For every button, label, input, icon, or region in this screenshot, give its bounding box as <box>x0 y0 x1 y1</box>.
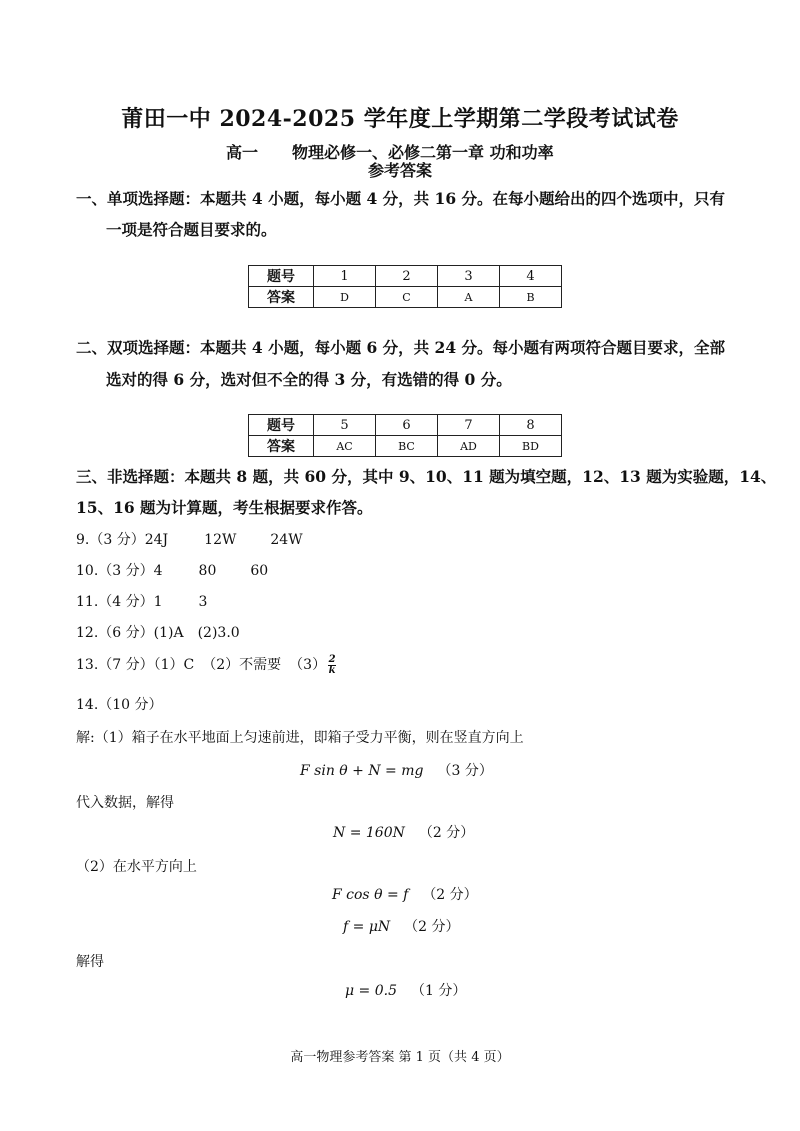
equation-4-formula: f = μN <box>343 919 391 935</box>
equation-2-formula: N = 160N <box>333 825 405 841</box>
q10-label: 10.（3 分） <box>76 563 154 579</box>
equation-2-score: （2 分） <box>418 825 475 841</box>
equation-3-formula: F cos θ = f <box>332 887 409 903</box>
reference-answer-heading: 参考答案 <box>367 161 432 180</box>
q9-answer-2: 12W <box>204 532 237 548</box>
table1-answer-label: 答案 <box>249 287 314 308</box>
q11-answer-2: 3 <box>198 594 208 610</box>
answer-q13 <box>76 654 336 676</box>
fraction-2-over-k <box>328 655 336 676</box>
q9-answer-1: 24J <box>144 532 169 548</box>
table2-answer: BD <box>500 436 562 457</box>
section1-line2: 一项是符合题目要求的。 <box>106 220 277 239</box>
answer-q12 <box>76 622 240 642</box>
q10-answer-3: 60 <box>250 563 269 579</box>
q12-answer-1: (1)A <box>153 625 184 641</box>
equation-3-score: （2 分） <box>422 887 478 903</box>
table1-number: 2 <box>376 266 438 287</box>
table1-number: 1 <box>314 266 376 287</box>
q12-answer-2: (2)3.0 <box>197 625 240 641</box>
table2-number: 8 <box>500 415 562 436</box>
equation-1 <box>300 760 493 780</box>
table2-answer: AC <box>314 436 376 457</box>
page-title: 莆田一中 2024-2025 学年度上学期第二学段考试试卷 <box>121 106 679 132</box>
grade-label: 高一 <box>226 143 259 162</box>
q11-answer-1: 1 <box>153 594 163 610</box>
equation-5 <box>345 980 466 1000</box>
answer-q14-label: 14.（10 分） <box>76 697 163 713</box>
q9-label: 9.（3 分） <box>76 532 145 548</box>
equation-3 <box>332 884 478 904</box>
answer-q11 <box>76 591 207 611</box>
q13-label: 13.（7 分） <box>76 657 154 673</box>
table1-number: 4 <box>500 266 562 287</box>
section3-line2: 15、16 题为计算题，考生根据要求作答。 <box>76 498 373 517</box>
q10-answer-2: 80 <box>198 563 217 579</box>
table1-answer: D <box>314 287 376 308</box>
table1-number: 3 <box>438 266 500 287</box>
equation-5-formula: μ = 0.5 <box>345 983 397 999</box>
answer-table-1 <box>248 265 562 308</box>
table2-number: 7 <box>438 415 500 436</box>
solution-part2: （2）在水平方向上 <box>76 859 197 875</box>
section1-line1: 一、单项选择题：本题共 4 小题，每小题 4 分，共 16 分。在每小题给出的四个选项中，只有 <box>76 189 726 208</box>
table2-number: 5 <box>314 415 376 436</box>
q13-answer-3: （3） <box>289 657 327 673</box>
substitute-text: 代入数据，解得 <box>76 795 174 811</box>
table1-number-label: 题号 <box>249 266 314 287</box>
q9-answer-3: 24W <box>270 532 303 548</box>
q13-answer-1: （1）C <box>153 657 195 673</box>
section2-line1: 二、双项选择题：本题共 4 小题，每小题 6 分，共 24 分。每小题有两项符合题目要求，全部 <box>76 338 726 357</box>
fraction-numerator: 2 <box>328 653 336 665</box>
table2-answer: AD <box>438 436 500 457</box>
table2-number-label: 题号 <box>249 415 314 436</box>
q12-label: 12.（6 分） <box>76 625 154 641</box>
q13-answer-2: （2）不需要 <box>202 657 282 673</box>
equation-2 <box>333 822 474 842</box>
answer-q10 <box>76 560 268 580</box>
table2-answer-label: 答案 <box>249 436 314 457</box>
q11-label: 11.（4 分） <box>76 594 154 610</box>
table1-answer: B <box>500 287 562 308</box>
table1-answer: C <box>376 287 438 308</box>
page-footer: 高一物理参考答案 第 1 页（共 4 页） <box>290 1050 510 1065</box>
equation-1-formula: F sin θ + N = mg <box>300 763 424 779</box>
table1-answer: A <box>438 287 500 308</box>
equation-5-score: （1 分） <box>411 983 467 999</box>
fraction-denominator: k <box>328 664 336 676</box>
section3-line1: 三、非选择题：本题共 8 题，共 60 分，其中 9、10、11 题为填空题，12、13 题为实验题，14、 <box>76 467 777 486</box>
subject-label: 物理必修一、必修二第一章 功和功率 <box>292 143 554 162</box>
equation-4 <box>343 916 460 936</box>
q10-answer-1: 4 <box>153 563 163 579</box>
table2-answer: BC <box>376 436 438 457</box>
solve-text: 解得 <box>76 954 104 970</box>
answer-table-2 <box>248 414 562 457</box>
equation-1-score: （3 分） <box>437 763 493 779</box>
solution-intro: 解:（1）箱子在水平地面上匀速前进，即箱子受力平衡，则在竖直方向上 <box>76 730 524 746</box>
answer-q9 <box>76 529 303 549</box>
section2-line2: 选对的得 6 分，选对但不全的得 3 分，有选错的得 0 分。 <box>106 370 512 389</box>
equation-4-score: （2 分） <box>404 919 460 935</box>
table2-number: 6 <box>376 415 438 436</box>
